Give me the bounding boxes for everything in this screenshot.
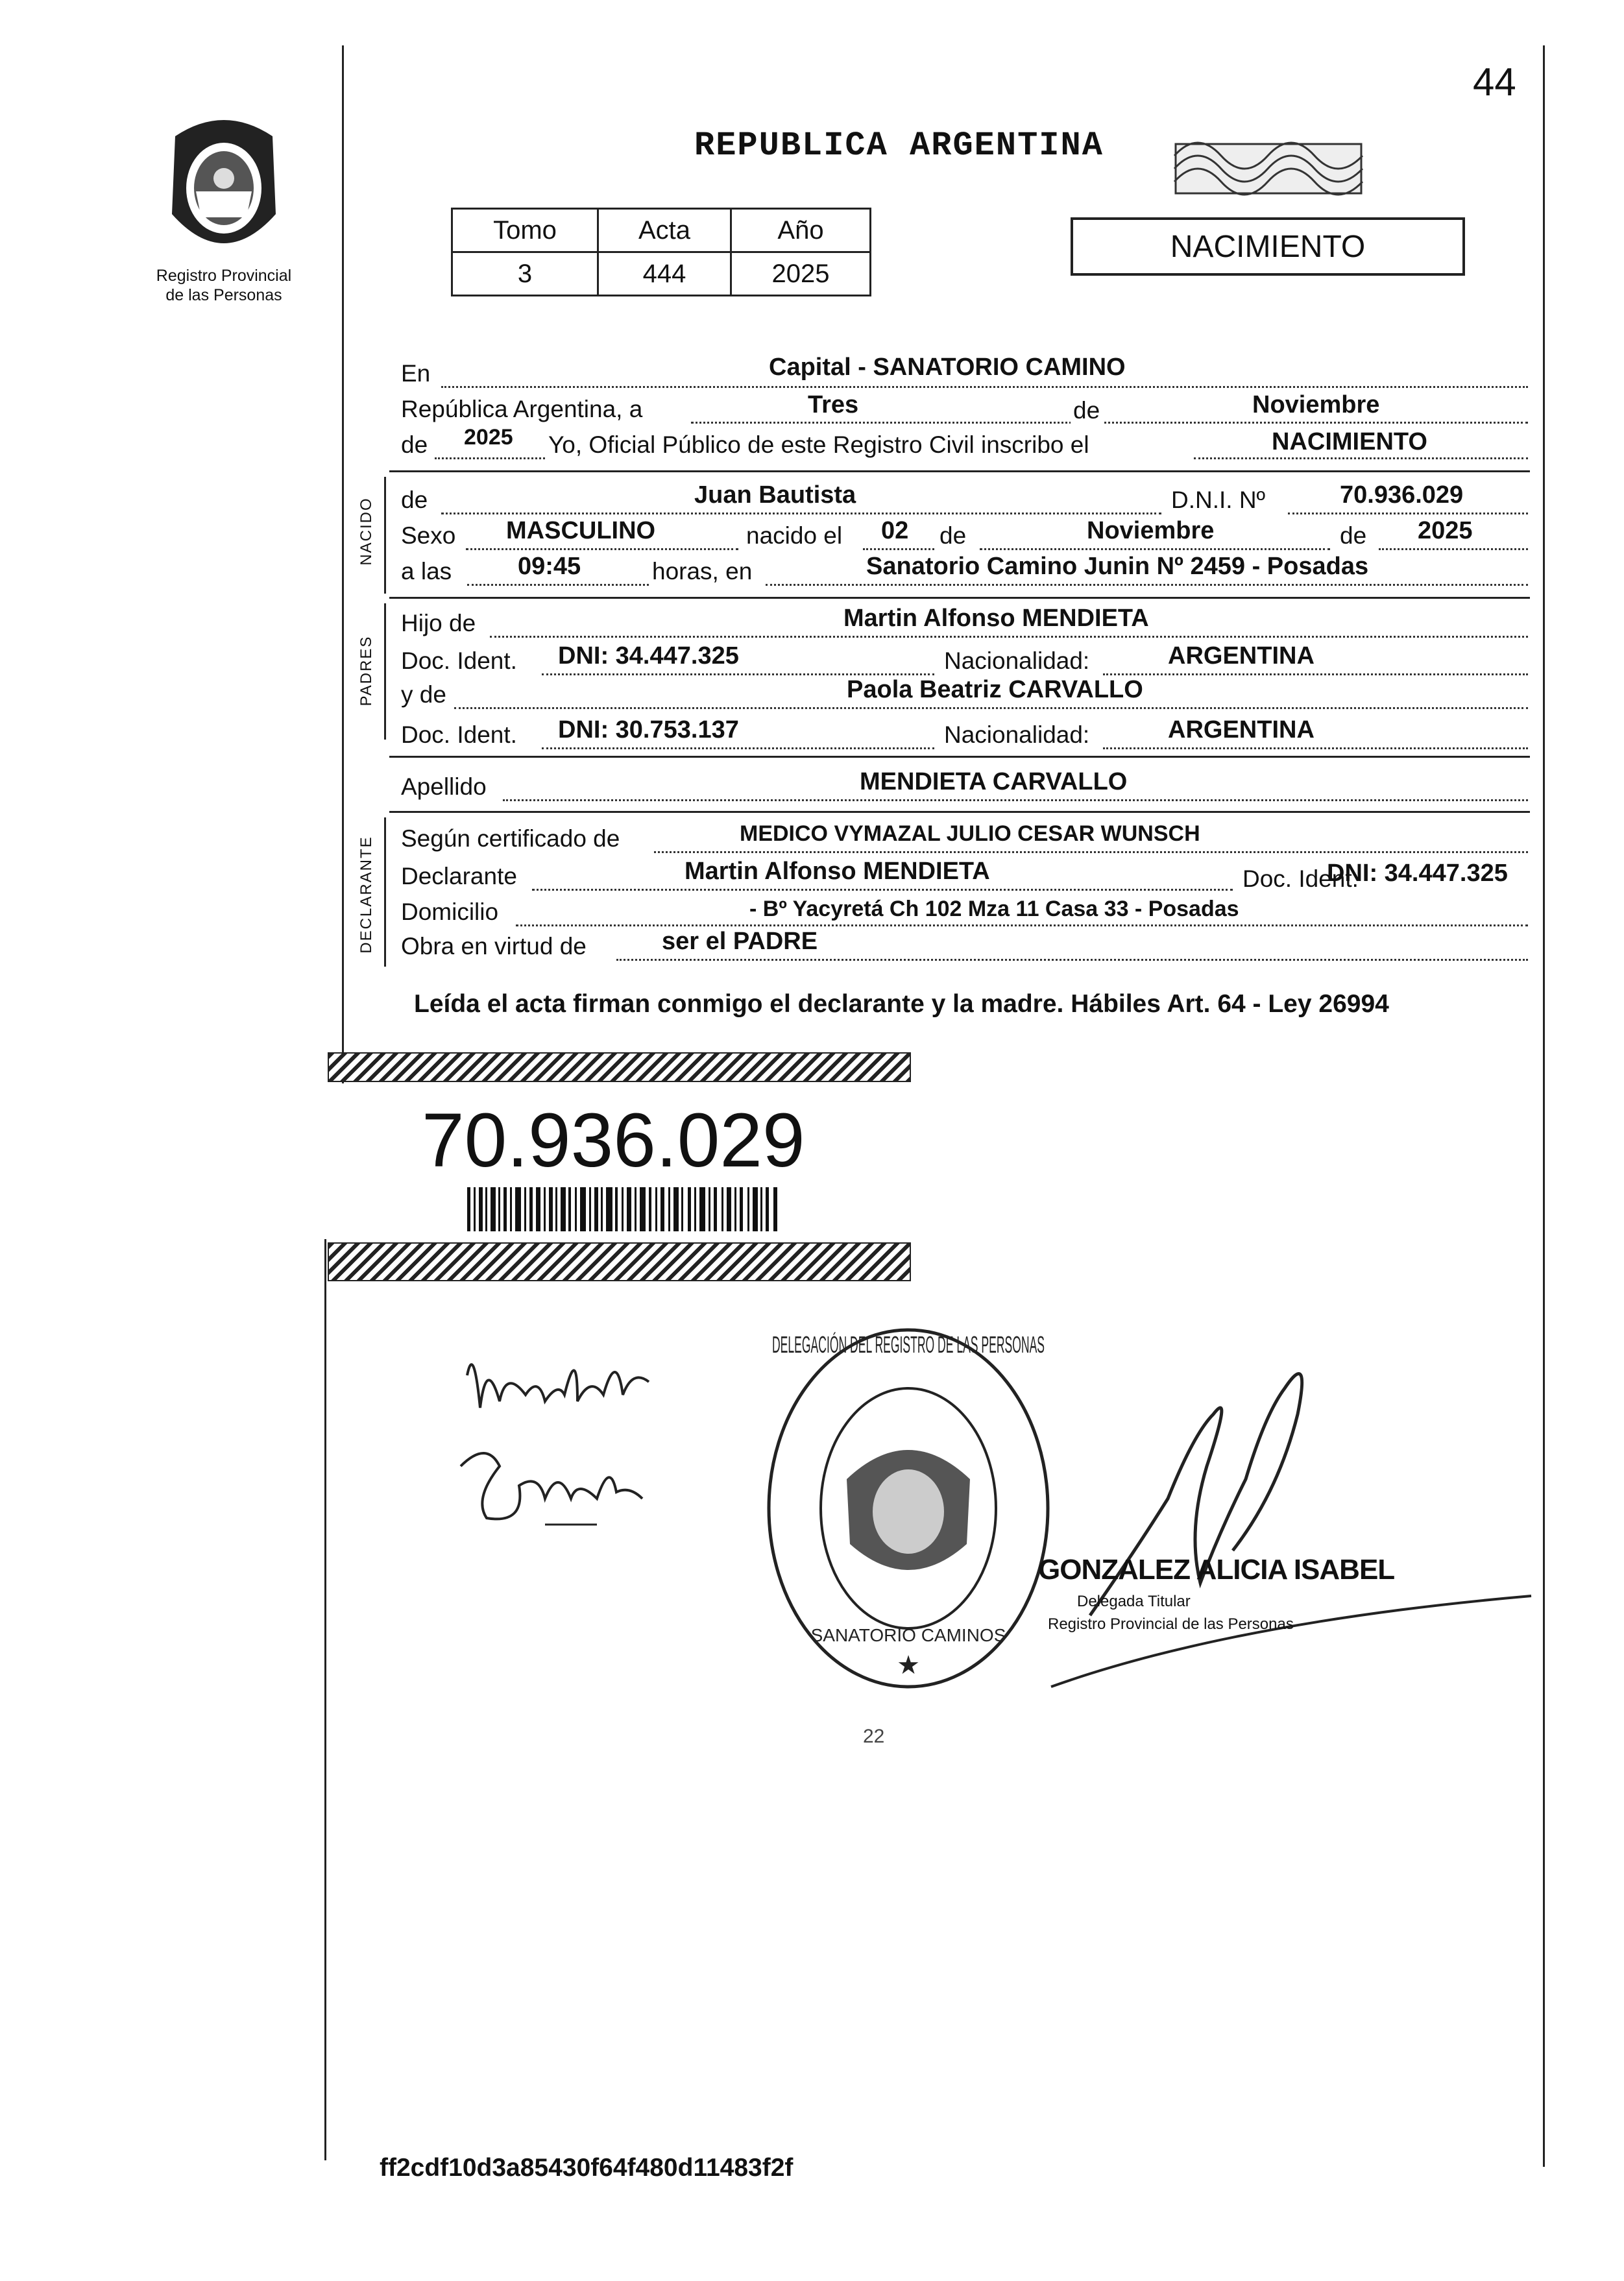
label-doc-ident-mother: Doc. Ident. [401, 721, 517, 748]
label-declarante: Declarante [401, 863, 517, 889]
official-office: Registro Provincial de las Personas [1048, 1615, 1294, 1633]
label-obra: Obra en virtud de [401, 933, 587, 959]
dotted-line [1288, 513, 1528, 514]
value-birth-day: 02 [881, 517, 909, 544]
section-label-declarante: DECLARANTE [358, 836, 375, 954]
section-divider [389, 470, 1530, 472]
value-birth-year: 2025 [1418, 517, 1473, 544]
label-nacido-el: nacido el [746, 522, 843, 549]
country-title: REPUBLICA ARGENTINA [694, 127, 1104, 165]
seal-star-icon: ★ [897, 1651, 920, 1680]
security-band-bottom [328, 1242, 911, 1281]
value-certificate: MEDICO VYMAZAL JULIO CESAR WUNSCH [740, 821, 1200, 846]
value-father-name: Martin Alfonso MENDIETA [843, 605, 1149, 632]
dotted-line [454, 707, 1528, 709]
section-bar-padres [384, 603, 386, 740]
book-table [451, 208, 871, 296]
registry-seal [762, 1323, 1054, 1693]
dotted-line [542, 673, 934, 675]
official-name: GONZALEZ ALICIA ISABEL [1038, 1554, 1395, 1586]
seal-inner-text: SANATORIO CAMINOS [810, 1625, 1006, 1645]
barcode [467, 1187, 779, 1231]
value-father-nat: ARGENTINA [1168, 642, 1315, 670]
dotted-line [532, 889, 1233, 891]
value-year: 2025 [464, 425, 513, 450]
value-child-dni: 70.936.029 [1340, 481, 1464, 509]
value-sex: MASCULINO [506, 517, 656, 544]
section-divider [389, 756, 1530, 758]
dotted-line [766, 584, 1528, 586]
value-mother-nat: ARGENTINA [1168, 716, 1315, 743]
section-bar-declarante [384, 817, 386, 967]
left-margin-line-lower [324, 1239, 326, 2160]
label-y-de: y de [401, 681, 446, 708]
value-surname: MENDIETA CARVALLO [860, 768, 1128, 795]
label-oficial: Yo, Oficial Público de este Registro Civil inscribo el [548, 431, 1089, 458]
label-horas-en: horas, en [652, 558, 753, 585]
value-acta: 444 [598, 252, 731, 296]
label-doc-ident-father: Doc. Ident. [401, 647, 517, 674]
label-nacionalidad-father: Nacionalidad: [944, 647, 1090, 674]
label-segun: Según certificado de [401, 825, 620, 852]
header-acta: Acta [598, 209, 731, 252]
label-dni: D.N.I. Nº [1171, 487, 1266, 513]
dotted-line [466, 548, 738, 550]
dotted-line [467, 584, 649, 586]
dotted-line [1103, 673, 1528, 675]
value-address: - Bº Yacyretá Ch 102 Mza 11 Casa 33 - Posadas [749, 897, 1239, 921]
registry-line-2: de las Personas [165, 286, 282, 304]
dotted-line [441, 386, 1528, 388]
value-month: Noviembre [1252, 391, 1380, 418]
label-de-year: de [401, 431, 428, 458]
value-place: Capital - SANATORIO CAMINO [769, 354, 1126, 381]
value-act: NACIMIENTO [1272, 428, 1427, 455]
right-margin-line [1543, 45, 1545, 2167]
dotted-line [863, 548, 934, 550]
dotted-line [616, 959, 1528, 961]
value-child-name: Juan Bautista [694, 481, 856, 509]
official-signature [1038, 1336, 1538, 1687]
security-band-top [328, 1052, 911, 1082]
province-shield-logo [156, 110, 292, 266]
value-mother-doc: DNI: 30.753.137 [558, 716, 739, 743]
act-type-box: NACIMIENTO [1071, 217, 1465, 276]
label-de2: de [939, 522, 967, 549]
label-en: En [401, 360, 431, 387]
label-nacionalidad-mother: Nacionalidad: [944, 721, 1090, 748]
dotted-line [435, 457, 545, 459]
value-virtue: ser el PADRE [662, 928, 818, 955]
section-divider [389, 597, 1530, 599]
label-sexo: Sexo [401, 522, 456, 549]
left-margin-line [342, 45, 344, 1083]
official-role: Delegada Titular [1077, 1593, 1191, 1610]
section-bar-nacido [384, 477, 386, 594]
stamp-number: 22 [863, 1726, 885, 1747]
value-mother-name: Paola Beatriz CARVALLO [847, 676, 1143, 703]
value-declarant: Martin Alfonso MENDIETA [685, 858, 990, 885]
security-pattern-stamp [1174, 143, 1363, 195]
section-label-nacido: NACIDO [358, 497, 375, 566]
registry-name [127, 266, 321, 305]
dotted-line [503, 799, 1528, 801]
value-birth-time: 09:45 [518, 553, 581, 580]
label-de-month: de [1071, 397, 1102, 424]
document-hash: ff2cdf10d3a85430f64f480d11483f2f [380, 2154, 794, 2182]
value-declarant-doc: DNI: 34.447.325 [1327, 860, 1508, 887]
page-number: 44 [1473, 60, 1516, 104]
label-de3: de [1340, 522, 1367, 549]
dotted-line [654, 851, 1528, 853]
label-a-las: a las [401, 558, 452, 585]
label-de-name: de [401, 487, 428, 513]
header-ano: Año [731, 209, 871, 252]
id-number-large: 70.936.029 [422, 1098, 805, 1183]
value-father-doc: DNI: 34.447.325 [558, 642, 739, 670]
declarant-signature [448, 1330, 675, 1551]
value-tomo: 3 [452, 252, 598, 296]
dotted-line [490, 636, 1528, 638]
dotted-line [1379, 548, 1528, 550]
dotted-line [980, 548, 1330, 550]
value-birth-place: Sanatorio Camino Junin Nº 2459 - Posadas [866, 553, 1369, 580]
closing-text: Leída el acta firman conmigo el declarante y la madre. Hábiles Art. 64 - Ley 26994 [414, 990, 1389, 1018]
dotted-line [441, 513, 1161, 514]
label-apellido: Apellido [401, 773, 487, 800]
value-birth-month: Noviembre [1087, 517, 1215, 544]
label-republica: República Argentina, a [401, 396, 643, 422]
section-label-padres: PADRES [358, 635, 375, 706]
dotted-line [1194, 457, 1528, 459]
header-tomo: Tomo [452, 209, 598, 252]
value-day-word: Tres [808, 391, 859, 418]
value-ano: 2025 [731, 252, 871, 296]
dotted-line [1103, 747, 1528, 749]
label-doc-ident-declarant: Doc. Ident. [1242, 865, 1359, 892]
section-divider [389, 811, 1530, 813]
registry-line-1: Registro Provincial [156, 267, 292, 285]
dotted-line [542, 747, 934, 749]
dotted-line [691, 422, 1528, 424]
label-hijo-de: Hijo de [401, 610, 476, 636]
label-domicilio: Domicilio [401, 899, 499, 925]
seal-outer-text: DELEGACIÓN DEL REGISTRO DE LAS PERSONAS [772, 1331, 1045, 1358]
dotted-line [516, 924, 1528, 926]
